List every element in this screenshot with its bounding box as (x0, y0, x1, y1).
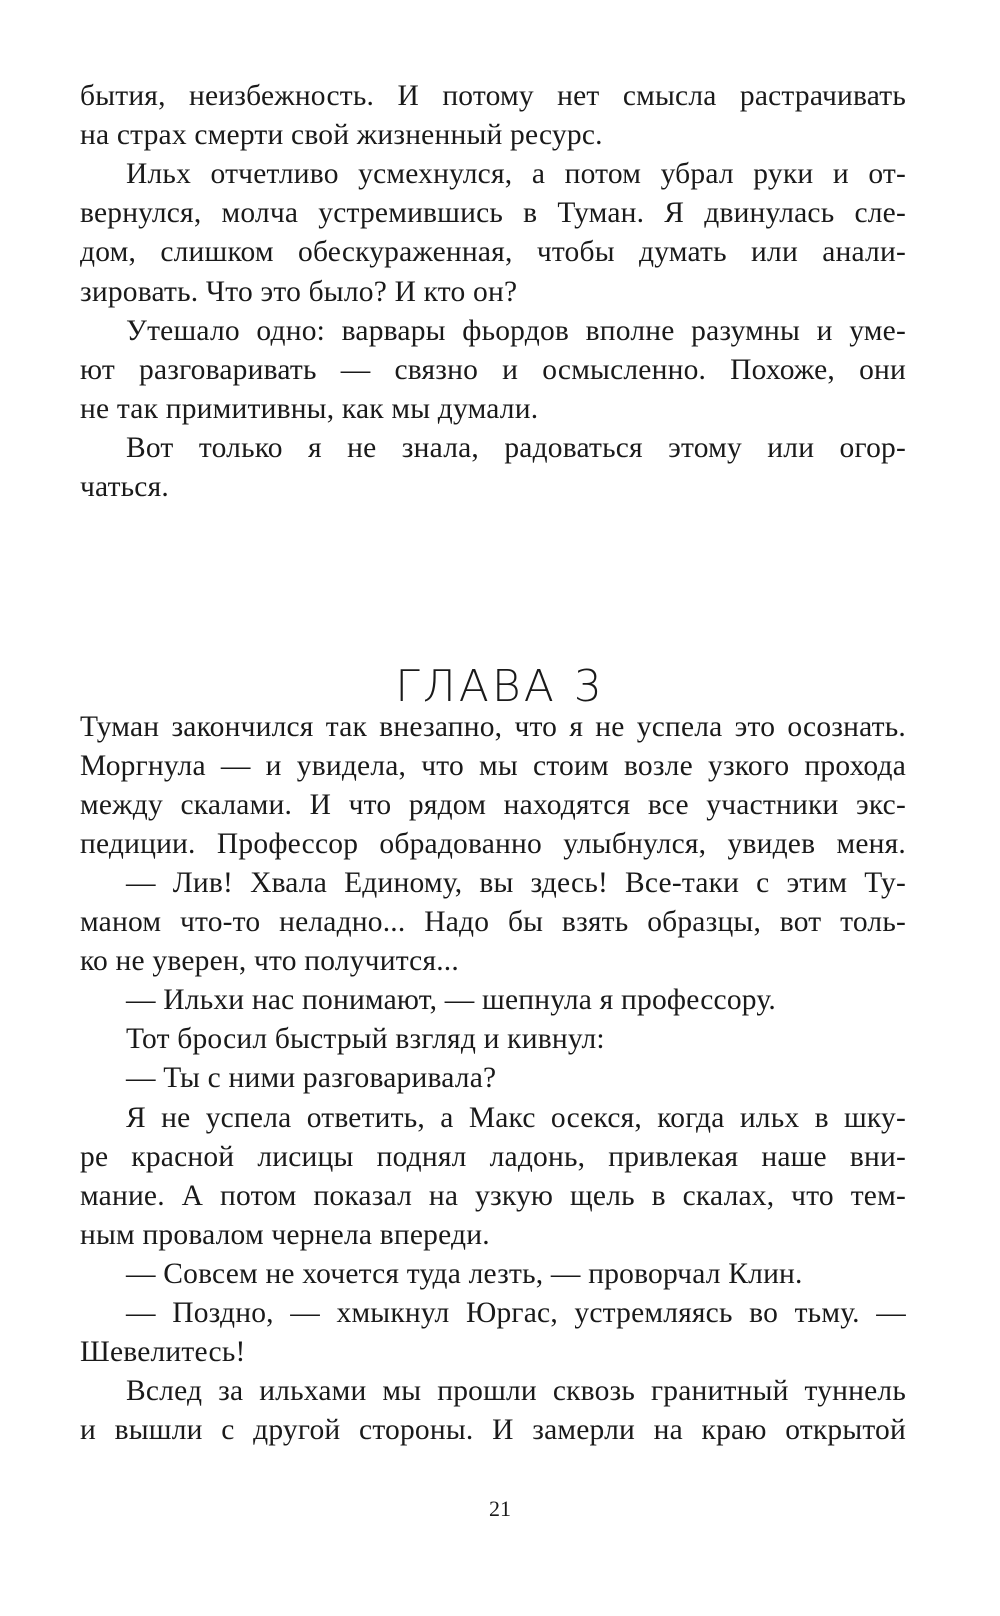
text-line: — Ильхи нас понимают, — шепнула я профессору. (126, 984, 776, 1017)
text-line: ют разговаривать — связно и осмысленно. Похоже, они (80, 353, 906, 386)
page-number: 21 (489, 1496, 511, 1521)
text-line: — Поздно, — хмыкнул Юргас, устремляясь во тьму. — (126, 1296, 906, 1329)
text-line: бытия, неизбежность. И потому нет смысла растрачивать (80, 80, 906, 112)
text-line: дом, слишком обескураженная, чтобы думать или анали- (80, 236, 906, 269)
text-line: мание. А потом показал на узкую щель в скалах, что тем- (80, 1179, 906, 1212)
text-line: Я не успела ответить, а Макс осекся, когда ильх в шку- (126, 1101, 906, 1134)
text-line: между скалами. И что рядом находятся все участники экс- (80, 789, 906, 822)
text-line: Вслед за ильхами мы прошли сквозь гранитный туннель (126, 1374, 906, 1407)
text-line: Ильх отчетливо усмехнулся, а потом убрал руки и от- (126, 158, 906, 191)
text-line: чаться. (80, 471, 169, 503)
text-line: — Лив! Хвала Единому, вы здесь! Все-таки с этим Ту- (126, 867, 906, 900)
text-line: педиции. Профессор обрадованно улыбнулся, увидев меня. (80, 828, 906, 861)
text-line: — Совсем не хочется туда лезть, — проворчал Клин. (126, 1257, 803, 1290)
text-line: зировать. Что это было? И кто он? (80, 275, 518, 308)
text-line: не так примитивны, как мы думали. (80, 392, 539, 425)
text-line: ко не уверен, что получится... (80, 945, 459, 978)
text-line: Туман закончился так внезапно, что я не успела это осознать. (80, 711, 906, 743)
text-line: ре красной лисицы поднял ладонь, привлекая наше вни- (80, 1140, 906, 1173)
text-line: и вышли с другой стороны. И замерли на краю открытой (80, 1413, 906, 1446)
text-line: — Ты с ними разговаривала? (126, 1062, 497, 1095)
text-line: Тот бросил быстрый взгляд и кивнул: (126, 1023, 605, 1056)
text-line: Шевелитесь! (80, 1335, 246, 1368)
text-line: Вот только я не знала, радоваться этому или огор- (126, 431, 906, 464)
text-line: Утешало одно: варвары фьордов вполне разумны и уме- (126, 314, 906, 347)
text-line: маном что-то неладно... Надо бы взять образцы, вот толь- (80, 906, 906, 939)
text-line: вернулся, молча устремившись в Туман. Я двинулась сле- (80, 197, 906, 230)
text-line: ным провалом чернела впереди. (80, 1218, 490, 1251)
text-line: Моргнула — и увидела, что мы стоим возле узкого прохода (80, 750, 906, 783)
chapter-title: ГЛАВА 3 (395, 661, 605, 713)
text-line: на страх смерти свой жизненный ресурс. (80, 119, 603, 152)
